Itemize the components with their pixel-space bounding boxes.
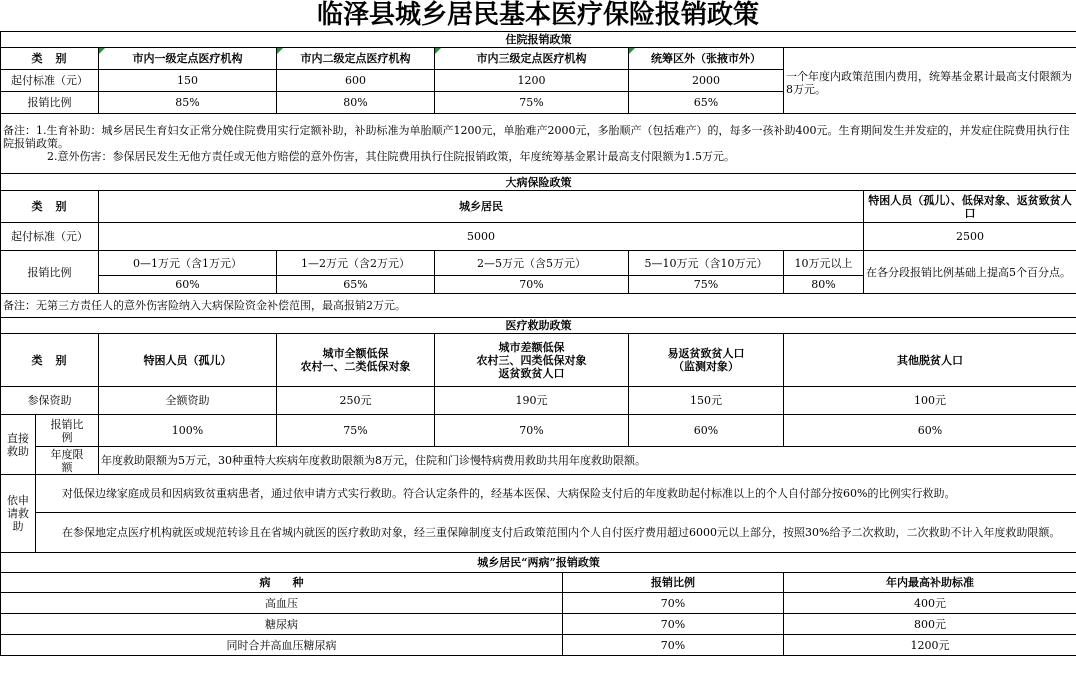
hospital-deductible-label: 起付标准（元） bbox=[1, 70, 99, 92]
assist-ratio-full-dibao: 75% bbox=[277, 415, 435, 447]
hospital-deductible-level2: 600 bbox=[277, 70, 435, 92]
major-band-5: 10万元以上 bbox=[784, 251, 864, 276]
assist-limit-label: 年度限额 bbox=[36, 447, 99, 475]
hospital-col-outside: 统筹区外（张掖市外） bbox=[629, 48, 784, 70]
assist-col-monitor: 易返贫致贫人口 （监测对象） bbox=[629, 334, 784, 387]
hospital-col-level2: 市内二级定点医疗机构 bbox=[277, 48, 435, 70]
two-header-ratio: 报销比例 bbox=[563, 573, 784, 593]
assist-direct-label: 直接救助 bbox=[1, 415, 36, 475]
table-row bbox=[1, 614, 1076, 635]
assist-premium-other: 100元 bbox=[784, 387, 1076, 415]
assist-premium-special: 全额资助 bbox=[99, 387, 277, 415]
assist-ratio-special: 100% bbox=[99, 415, 277, 447]
major-resident-label: 城乡居民 bbox=[99, 191, 864, 223]
section-heading-hospital: 住院报销政策 bbox=[1, 32, 1076, 48]
hospital-ratio-outside: 65% bbox=[629, 92, 784, 114]
two-ratio: 70% bbox=[563, 635, 784, 656]
assist-premium-label: 参保资助 bbox=[1, 387, 99, 415]
hospital-deductible-outside: 2000 bbox=[629, 70, 784, 92]
hospital-notes bbox=[1, 114, 1076, 174]
hospital-ratio-label: 报销比例 bbox=[1, 92, 99, 114]
two-header-disease: 病 种 bbox=[1, 573, 563, 593]
major-band-3: 2—5万元（含5万元） bbox=[435, 251, 629, 276]
major-special-label: 特困人员（孤儿）、低保对象、返贫致贫人口 bbox=[864, 191, 1076, 223]
assist-col-diff-dibao: 城市差额低保 农村三、四类低保对象 返贫致贫人口 bbox=[435, 334, 629, 387]
major-band-2: 1—2万元（含2万元） bbox=[277, 251, 435, 276]
two-header-cap: 年内最高补助标准 bbox=[784, 573, 1076, 593]
major-note: 备注：无第三方责任人的意外伤害险纳入大病保险资金补偿范围，最高报销2万元。 bbox=[1, 294, 1076, 318]
section-heading-two-diseases: 城乡居民“两病”报销政策 bbox=[1, 553, 1076, 573]
major-ratio-label: 报销比例 bbox=[1, 251, 99, 294]
two-cap: 400元 bbox=[784, 593, 1076, 614]
two-disease: 高血压 bbox=[1, 593, 563, 614]
two-cap: 1200元 bbox=[784, 635, 1076, 656]
major-band-ratio-5: 80% bbox=[784, 276, 864, 294]
major-special-ratio: 在各分段报销比例基础上提高5个百分点。 bbox=[864, 251, 1076, 294]
section-heading-major: 大病保险政策 bbox=[1, 174, 1076, 191]
assist-premium-diff-dibao: 190元 bbox=[435, 387, 629, 415]
assist-col-other: 其他脱贫人口 bbox=[784, 334, 1076, 387]
major-deductible-resident: 5000 bbox=[99, 223, 864, 251]
table-row bbox=[1, 593, 1076, 614]
table-row bbox=[1, 635, 1076, 656]
major-band-ratio-2: 65% bbox=[277, 276, 435, 294]
hospital-col-level1: 市内一级定点医疗机构 bbox=[99, 48, 277, 70]
hospital-ratio-level3: 75% bbox=[435, 92, 629, 114]
assist-apply-text-2: 在参保地定点医疗机构就医或规范转诊且在省城内就医的医疗救助对象，经三重保障制度支付后政策范围内个人自付医疗费用超过6000元以上部分，按照30%给予二次救助，二次救助不计入年度救助限额。 bbox=[36, 513, 1076, 553]
major-band-ratio-3: 70% bbox=[435, 276, 629, 294]
assist-ratio-other: 60% bbox=[784, 415, 1076, 447]
hospital-category-label: 类 别 bbox=[1, 48, 99, 70]
assist-ratio-monitor: 60% bbox=[629, 415, 784, 447]
section-heading-assist: 医疗救助政策 bbox=[1, 318, 1076, 334]
major-band-4: 5—10万元（含10万元） bbox=[629, 251, 784, 276]
assist-col-full-dibao: 城市全额低保 农村一、二类低保对象 bbox=[277, 334, 435, 387]
assist-premium-full-dibao: 250元 bbox=[277, 387, 435, 415]
hospital-deductible-level1: 150 bbox=[99, 70, 277, 92]
major-category-label: 类 别 bbox=[1, 191, 99, 223]
assist-col-special: 特困人员（孤儿） bbox=[99, 334, 277, 387]
assist-apply-text-1: 对低保边缘家庭成员和因病致贫重病患者，通过依申请方式实行救助。符合认定条件的，经基本医保、大病保险支付后的年度救助起付标准以上的个人自付部分按60%的比例实行救助。 bbox=[36, 475, 1076, 513]
hospital-note-accident: 2.意外伤害：参保居民发生无他方责任或无他方赔偿的意外伤害，其住院费用执行住院报销政策，年度统筹基金累计最高支付限额为1.5万元。 bbox=[47, 150, 735, 163]
two-cap: 800元 bbox=[784, 614, 1076, 635]
major-band-ratio-4: 75% bbox=[629, 276, 784, 294]
hospital-deductible-level3: 1200 bbox=[435, 70, 629, 92]
page-title: 临泽县城乡居民基本医疗保险报销政策 bbox=[316, 0, 759, 30]
assist-ratio-diff-dibao: 70% bbox=[435, 415, 629, 447]
assist-limit-text: 年度救助限额为5万元，30种重特大疾病年度救助限额为8万元，住院和门诊慢特病费用救助共用年度救助限额。 bbox=[99, 447, 1076, 475]
assist-premium-monitor: 150元 bbox=[629, 387, 784, 415]
two-ratio: 70% bbox=[563, 593, 784, 614]
two-ratio: 70% bbox=[563, 614, 784, 635]
assist-apply-label: 依申请救助 bbox=[1, 475, 36, 553]
policy-table bbox=[0, 31, 1076, 656]
major-deductible-label: 起付标准（元） bbox=[1, 223, 99, 251]
hospital-ratio-level1: 85% bbox=[99, 92, 277, 114]
assist-category-label: 类 别 bbox=[1, 334, 99, 387]
assist-ratio-label: 报销比例 bbox=[36, 415, 99, 447]
two-disease: 同时合并高血压糖尿病 bbox=[1, 635, 563, 656]
major-deductible-special: 2500 bbox=[864, 223, 1076, 251]
hospital-side-blank bbox=[784, 48, 1076, 70]
major-band-ratio-1: 60% bbox=[99, 276, 277, 294]
hospital-col-level3: 市内三级定点医疗机构 bbox=[435, 48, 629, 70]
hospital-note-childbirth: 备注：1.生育补助：城乡居民生育妇女正常分娩住院费用实行定额补助，补助标准为单胎顺产1200元，单胎难产2000元，多胎顺产（包括难产）的，每多一孩补助400元。生育期间发生并发症的，并发症住院费用执行住院报销政策。 bbox=[3, 124, 1070, 150]
hospital-ratio-level2: 80% bbox=[277, 92, 435, 114]
major-band-1: 0—1万元（含1万元） bbox=[99, 251, 277, 276]
hospital-side-note: 一个年度内政策范围内费用，统筹基金累计最高支付限额为8万元。 bbox=[784, 70, 1076, 114]
two-disease: 糖尿病 bbox=[1, 614, 563, 635]
